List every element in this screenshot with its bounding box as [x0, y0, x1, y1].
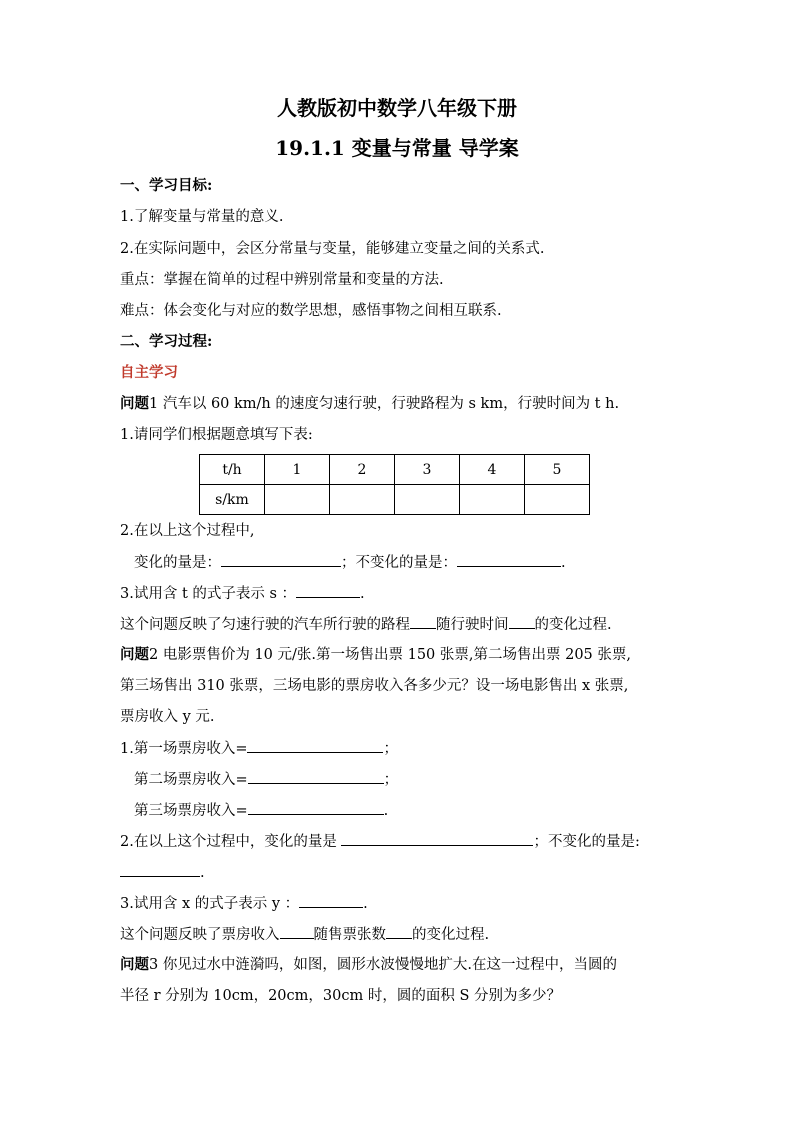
reflect-text: 这个问题反映了票房收入 — [120, 927, 280, 943]
q1-step1: 1.请同学们根据题意填写下表: — [120, 427, 313, 443]
table-cell: 2 — [330, 455, 395, 485]
q2-step2 — [120, 831, 640, 852]
table-row — [200, 455, 590, 485]
q2-step2-label-a: 2.在以上这个过程中，变化的量是 — [120, 834, 342, 850]
punct: . — [200, 865, 205, 881]
question-2 — [120, 645, 631, 665]
table-cell: t/h — [200, 455, 265, 485]
answer-blank[interactable] — [248, 800, 384, 815]
answer-blank[interactable] — [296, 583, 360, 598]
punct: ； — [383, 772, 399, 788]
table-cell-blank[interactable] — [265, 485, 330, 515]
table-cell-blank[interactable] — [460, 485, 525, 515]
self-study-heading: 自主学习 — [120, 364, 178, 381]
question-3-text-2: 半径 r 分别为 10cm，20cm，30cm 时，圆的面积 S 分别为多少？ — [120, 988, 561, 1004]
answer-blank[interactable] — [386, 924, 412, 939]
q1-reflection — [120, 614, 612, 635]
table-cell-blank[interactable] — [330, 485, 395, 515]
q2-step2-continued — [120, 862, 205, 883]
q2-revenue-2 — [134, 769, 398, 790]
difficult-point: 难点：体会变化与对应的数学思想，感悟事物之间相互联系. — [120, 303, 502, 319]
answer-blank[interactable] — [299, 893, 363, 908]
punct: ； — [383, 741, 398, 757]
q2-step3 — [120, 893, 368, 914]
section-heading-process: 二、学习过程: — [120, 333, 213, 350]
revenue-label: 1.第一场票房收入= — [120, 741, 248, 757]
table-row — [200, 485, 590, 515]
table-cell: 1 — [265, 455, 330, 485]
table-cell: 4 — [460, 455, 525, 485]
reflect-text: 随行驶时间 — [436, 617, 509, 633]
question-3-text: 3 你见过水中涟漪吗，如图，圆形水波慢慢地扩大.在这一过程中，当圆的 — [149, 957, 617, 973]
q1-step2: 2.在以上这个过程中, — [120, 523, 255, 539]
answer-blank[interactable] — [120, 862, 200, 877]
punct: . — [383, 803, 389, 819]
reflect-text: 的变化过程. — [412, 927, 490, 943]
section-heading-goals: 一、学习目标: — [120, 177, 213, 194]
question-2-text-3: 票房收入 y 元. — [120, 709, 215, 725]
table-cell: 5 — [525, 455, 590, 485]
q1-step2-label-a: 变化的量是： — [134, 555, 221, 571]
revenue-label: 第二场票房收入= — [134, 772, 248, 788]
question-3 — [120, 955, 617, 975]
speed-table — [199, 454, 590, 515]
q1-step3 — [120, 583, 365, 604]
reflect-text: 这个问题反映了匀速行驶的汽车所行驶的路程 — [120, 617, 410, 633]
answer-blank[interactable] — [341, 831, 533, 846]
punct: . — [561, 555, 566, 571]
q2-step3-label: 3.试用含 x 的式子表示 y ： — [120, 896, 300, 912]
question-2-text-2: 第三场售出 310 张票，三场电影的票房收入各多少元？设一场电影售出 x 张票, — [120, 678, 629, 694]
document-subtitle: 19.1.1 变量与常量 导学案 — [275, 136, 519, 160]
goal-item: 2.在实际问题中，会区分常量与变量，能够建立变量之间的关系式. — [120, 241, 545, 257]
answer-blank[interactable] — [509, 614, 535, 629]
table-cell-blank[interactable] — [525, 485, 590, 515]
punct: . — [363, 896, 368, 912]
q1-step2-answer — [134, 552, 566, 573]
document-title: 人教版初中数学八年级下册 — [277, 96, 517, 120]
table-cell: s/km — [200, 485, 265, 515]
table-cell: 3 — [395, 455, 460, 485]
table-cell-blank[interactable] — [395, 485, 460, 515]
question-1 — [120, 394, 619, 414]
q1-step3-label: 3.试用含 t 的式子表示 s ： — [120, 586, 297, 602]
q2-reflection — [120, 924, 489, 945]
q2-revenue-3 — [134, 800, 388, 821]
reflect-text: 随售票张数 — [313, 927, 386, 943]
q1-step2-label-b: ；不变化的量是： — [341, 555, 457, 571]
question-label: 问题 — [120, 956, 149, 973]
answer-blank[interactable] — [410, 614, 436, 629]
question-label: 问题 — [120, 646, 149, 663]
answer-blank[interactable] — [280, 924, 314, 939]
question-2-text: 2 电影票售价为 10 元/张.第一场售出票 150 张票,第二场售出票 205 张票, — [149, 647, 632, 663]
goal-item: 1.了解变量与常量的意义. — [120, 209, 284, 225]
question-1-text: 1 汽车以 60 km/h 的速度匀速行驶，行驶路程为 s km，行驶时间为 t h. — [149, 396, 620, 412]
answer-blank[interactable] — [248, 769, 384, 784]
q2-step2-label-b: ；不变化的量是: — [533, 834, 640, 850]
q2-revenue-1 — [120, 738, 398, 759]
answer-blank[interactable] — [247, 738, 383, 753]
answer-blank[interactable] — [221, 552, 341, 567]
punct: . — [360, 586, 365, 602]
answer-blank[interactable] — [457, 552, 561, 567]
question-label: 问题 — [120, 395, 149, 412]
revenue-label: 第三场票房收入= — [134, 803, 248, 819]
reflect-text: 的变化过程. — [534, 617, 612, 633]
key-point: 重点：掌握在简单的过程中辨别常量和变量的方法. — [120, 272, 444, 288]
